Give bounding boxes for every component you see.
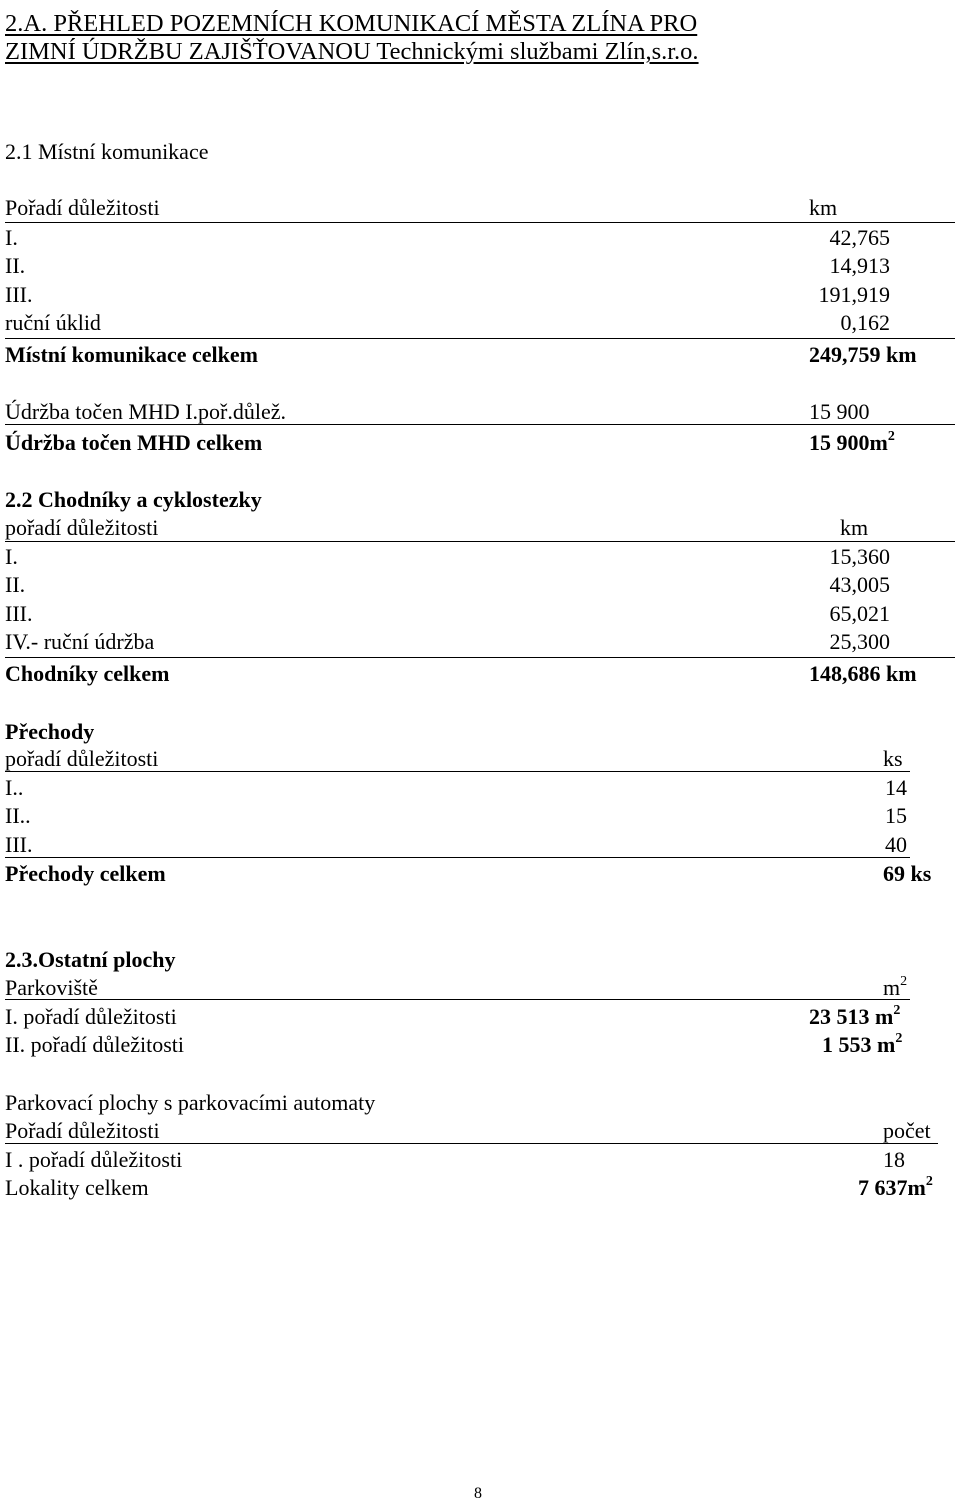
- column-label: Pořadí důležitosti: [5, 195, 160, 220]
- section-heading-prechody: Přechody: [5, 719, 95, 744]
- column-label: Parkoviště: [5, 975, 98, 1000]
- row-label: III.: [5, 601, 33, 626]
- row-label: I . pořadí důležitosti: [5, 1147, 183, 1172]
- total-rule: [5, 338, 955, 339]
- row-value: 43,005: [829, 572, 890, 597]
- total-label: Chodníky celkem: [5, 661, 170, 686]
- tocny-total-value: 15 $900m^2$: [809, 429, 895, 455]
- column-unit: km: [840, 515, 869, 540]
- row-value: 23 513 $m^2$: [809, 1003, 901, 1029]
- row-value: 15: [885, 803, 907, 828]
- row-label: I.: [5, 544, 18, 569]
- total-value: 7 $637m^2$: [858, 1174, 933, 1200]
- row-label: I..: [5, 775, 24, 800]
- header-rule: [5, 771, 910, 772]
- column-unit: ks: [883, 746, 903, 771]
- total-value: 249,759 km: [809, 342, 917, 367]
- total-rule: [5, 657, 955, 658]
- row-value: 191,919: [818, 282, 890, 307]
- document-title: [5, 10, 955, 66]
- header-rule: [5, 999, 910, 1000]
- row-label: IV.- ruční údržba: [5, 629, 155, 654]
- total-label: Lokality celkem: [5, 1175, 149, 1200]
- total-label: Přechody celkem: [5, 861, 166, 886]
- row-label: I.: [5, 225, 18, 250]
- column-label: Pořadí důležitosti: [5, 1118, 160, 1143]
- row-value: 1 553 $m^2$: [822, 1031, 903, 1057]
- total-label: Místní komunikace celkem: [5, 342, 258, 367]
- column-unit: $m^2$: [883, 974, 908, 1000]
- total-value: 148,686 km: [809, 661, 917, 686]
- row-label: II. pořadí důležitosti: [5, 1032, 185, 1057]
- total-value: 69 ks: [883, 861, 932, 886]
- section-heading-chodniky: 2.2 Chodníky a cyklostezky: [5, 487, 262, 512]
- total-rule: [5, 857, 910, 858]
- row-label: II.: [5, 572, 26, 597]
- column-label: pořadí důležitosti: [5, 515, 159, 540]
- tocny-total-label: Údržba točen MHD celkem: [5, 430, 263, 455]
- title-line-2: ZIMNÍ ÚDRŽBU ZAJIŠŤOVANOU Technickými službami Zlín,s.r.o.: [5, 38, 699, 65]
- column-label: pořadí důležitosti: [5, 746, 159, 771]
- row-value: 14: [885, 775, 907, 800]
- page-number: 8: [474, 1485, 482, 1502]
- row-value: 0,162: [840, 310, 890, 335]
- column-unit: počet: [883, 1118, 931, 1143]
- row-label: I. pořadí důležitosti: [5, 1004, 177, 1029]
- row-label: III.: [5, 832, 33, 857]
- row-value: 25,300: [829, 629, 890, 654]
- row-value: 40: [885, 832, 907, 857]
- row-label: III.: [5, 282, 33, 307]
- column-unit: km: [809, 195, 838, 220]
- row-label: ruční úklid: [5, 310, 101, 335]
- header-rule: [5, 1143, 938, 1144]
- tocny-label: Údržba točen MHD I.poř.důlež.: [5, 399, 287, 424]
- section-heading-mistni: 2.1 Místní komunikace: [5, 139, 209, 164]
- row-value: 42,765: [829, 225, 890, 250]
- row-label: II.: [5, 253, 26, 278]
- row-value: 15,360: [829, 544, 890, 569]
- tocny-value: 15 900: [809, 399, 870, 424]
- row-label: II..: [5, 803, 31, 828]
- row-value: 65,021: [829, 601, 890, 626]
- header-rule: [5, 541, 955, 542]
- row-value: 14,913: [829, 253, 890, 278]
- section-heading-ostatni: 2.3.Ostatní plochy: [5, 947, 176, 972]
- total-rule: [5, 424, 955, 425]
- title-line-1: 2.A. PŘEHLED POZEMNÍCH KOMUNIKACÍ MĚSTA ZLÍNA PRO: [5, 10, 698, 37]
- section-heading-automaty: Parkovací plochy s parkovacími automaty: [5, 1090, 376, 1115]
- row-value: 18: [883, 1147, 905, 1172]
- header-rule: [5, 222, 955, 223]
